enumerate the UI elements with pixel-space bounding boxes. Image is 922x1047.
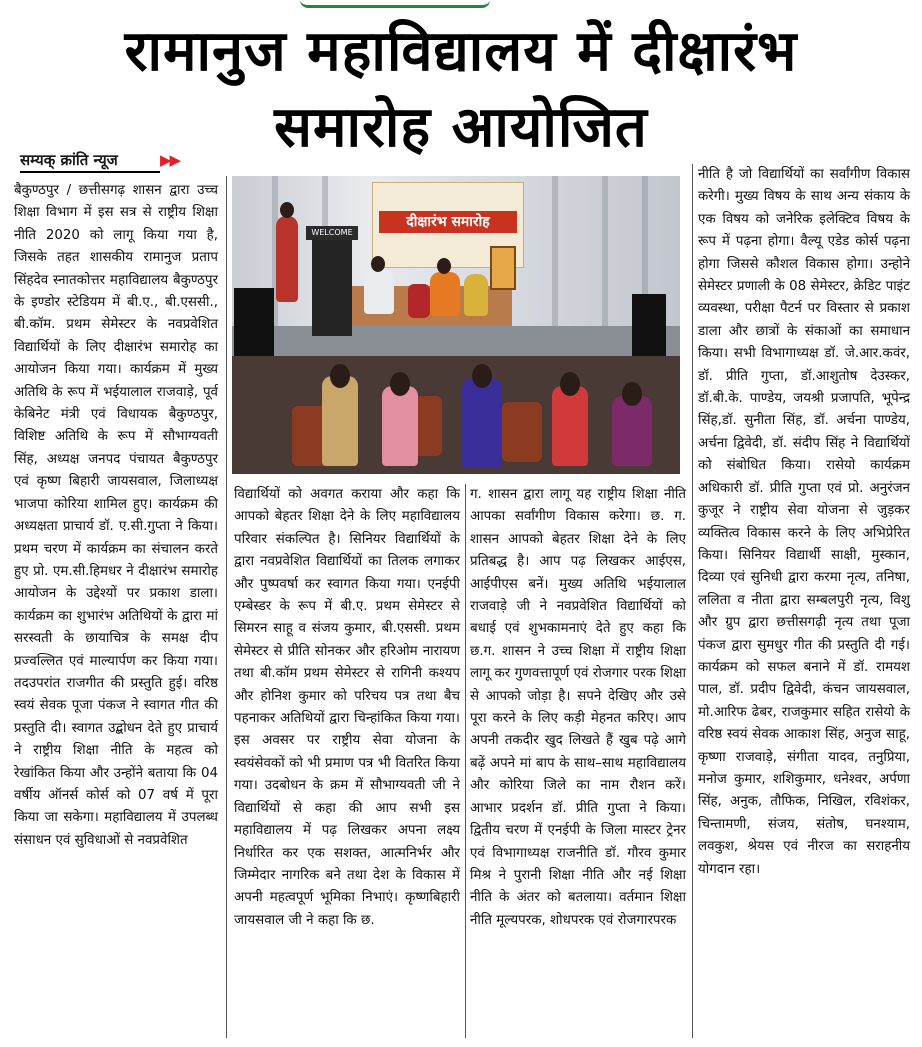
top-decoration [0,0,922,6]
column-divider [226,176,227,1038]
audience [232,356,680,474]
byline-arrows-icon: ▶▶ [160,151,180,169]
seated-guest-2 [430,272,460,316]
seated-guest-3 [464,274,488,316]
byline-underline [20,171,160,173]
headline-line-2: समारोह आयोजित [274,95,648,160]
article-column-3: ग. शासन द्वारा लागू यह राष्ट्रीय शिक्षा नीति आपका सर्वांगीण विकास करेगा। छ. ग. शासन आपको बेहतर शिक्षा देने के लिए प्रतिबद्ध है। आप पढ़ लिखकर आईएस, आईपीएस बनें। मुख्य अतिथि भईयालाल राजवाड़े जी ने नवप्रवेशित विद्यार्थियों को बधाई एवं शुभकामनाएं देते हुए कहा कि छ.ग. शासन ने उच्च शिक्षा में राष्ट्रीय शिक्षा लागू कर गुणवत्तापूर्ण एवं रोजगार परक शिक्षा से आपको जोड़ा है। सपने देखिए और उसे पूरा करने के लिए कड़ी मेहनत करिए। आप अपनी तकदीर खुद लिखते हैं खुब पढ़े आगे बढ़ें अपने मां बाप के साथ–साथ महाविद्यालय और कोरिया जिले का नाम रौशन करें। आभार प्रदर्शन डॉ. प्रीति गुप्ता ने किया। द्वितीय चरण में एनईपी के जिला मास्टर ट्रेनर एवं विभागाध्यक्ष राजनीति डॉ. गौरव कुमार मिश्र ने पुरानी शिक्षा नीति और नई शिक्षा नीति के अंतर को बतलाया। वर्तमान शिक्षा नीति मूल्यपरक, शोधपरक एवं रोजगारपरक [470,487,686,928]
podium-sign: WELCOME [306,226,358,240]
column-divider [692,164,693,1038]
article-column-1: बैकुण्ठपुर / छत्तीसगढ़ शासन द्वारा उच्च शिक्षा विभाग में इस सत्र से राष्ट्रीय शिक्षा नीति 2020 को लागू किया गया है, जिसके तहत शासकीय रामानुज प्रताप सिंहदेव स्नातकोत्तर महाविद्यालय बैकुण्ठपुर के इण्डोर स्टेडियम में बी.ए., बी.एससी., बी.कॉम. प्रथम सेमेस्टर के नवप्रवेशित विद्यार्थियों के लिए दीक्षारंभ समारोह का आयोजन किया गया। कार्यक्रम में मुख्य अतिथि के रूप में भईयालाल राजवाड़े, पूर्व केबिनेट मंत्री एवं विधायक बैकुण्ठपुर, विशिष्ट अतिथि के रूप में सौभाग्यवती सिंह, अध्यक्ष जनपद पंचायत बैकुण्ठपुर एवं कृष्ण बिहारी जायसवाल, जिलाध्यक्ष भाजपा कोरिया शामिल हुए। कार्यक्रम की अध्यक्षता प्राचार्य डॉ. ए.सी.गुप्ता ने किया। प्रथम चरण में कार्यक्रम का संचालन करते हुए प्रो. एम.सी.हिमधर ने दीक्षारंभ समारोह आयोजन के उद्देश्यों पर प्रकाश डाला। कार्यक्रम का शुभारंभ अतिथियों के द्वारा मां सरस्वती के छायाचित्र के समक्ष दीप प्रज्वल्लित एवं माल्यार्पण कर किया गया। तदउपरांत राजगीत की प्रस्तुति हुई। वरिष्ठ स्वयं सेवक पूजा पंकज ने स्वागत गीत की प्रस्तुति दी। स्वागत उद्बोधन देते हुए प्राचार्य ने राष्ट्रीय शिक्षा नीति के महत्व को रेखांकित किया और उन्होंने बताया कि 04 वर्षीय ऑनर्स कोर्स को 07 वर्ष में पूरा किया जा सकेगा। महाविद्यालय में उपलब्ध संसाधन एवं सुविधाओं से नवप्रवेशित [14,183,218,848]
event-photo [232,176,680,474]
seated-guest [364,270,394,314]
stage-banner-text: दीक्षारंभ समारोह [379,211,517,233]
podium [312,226,352,336]
column-divider [465,484,466,1038]
standing-person [276,216,298,302]
byline [20,150,160,173]
article-column-2: विद्यार्थियों को अवगत कराया और कहा कि आपको बेहतर शिक्षा देने के लिए महाविद्यालय परिवार संकल्पित है। सिनियर विद्यार्थियों के द्वारा नवप्रवेशित विद्यार्थियों का तिलक लगाकर और पुष्पवर्षा कर स्वागत किया गया। एनईपी एम्बेस्डर के रूप में बी.ए. प्रथम सेमेस्टर से सिमरन साहू व संजय कुमार, बी.एससी. प्रथम सेमेस्टर से प्रीति सोनकर और हरिओम नारायण तथा बी.कॉम प्रथम सेमेस्टर से रागिनी कश्यप और होनिश कुमार को परिचय पत्र तथा बैच पहनाकर अतिथियों द्वारा चिन्हांकित किया गया। इस अवसर पर राष्ट्रीय सेवा योजना के स्वयंसेवकों को भी प्रमाण पत्र भी वितरित किया गया। उदबोधन के क्रम में सौभाग्यवती जी ने विद्यार्थियों से कहा की आप सभी इस महाविद्यालय में पढ़ लिखकर अपना लक्ष्य निर्धारित कर एक सशक्त, आत्मनिर्भर और जिम्मेदार नागरिक बने तथा देश के विकास में अपनी महत्वपूर्ण भूमिका निभाएं। कृष्णबिहारी जायसवाल जी ने कहा कि छ. [234,487,460,928]
headline-line-1: रामानुज महाविद्यालय में दीक्षारंभ [124,19,798,84]
top-green-tab [300,0,490,8]
saraswati-portrait [490,246,516,290]
byline-text: सम्यक् क्रांति न्यूज [20,151,118,169]
article-column-4: नीति है जो विद्यार्थियों का सर्वांगीण विकास करेगी। मुख्य विषय के साथ अन्य संकाय के एक विषय को जनेरिक इलेक्टिव विषय के रूप में पढ़ना होगा। वैल्यू एडेड कोर्स पढ़ना होगा जिससे कौशल विकास होगा। उन्होने सेमेस्टर प्रणाली के 08 सेमेस्टर, क्रेडिट पाइंट व्यवस्था, परीक्षा पैटर्न पर विस्तार से प्रकाश डाला और छात्रों के संकाओं का समाधान किया। सभी विभागाध्यक्ष डॉ. जे.आर.कवंर, डॉ. प्रीति गुप्ता, डॉ.आशुतोष देउस्कर, डॉ.बी.के. पाण्डेय, जयश्री प्रजापति, भूपेन्द्र सिंह,डॉ. सुनीता सिंह, डॉ. अर्चना पाण्डेय, अर्चना द्विवेदी, डॉ. संदीप सिंह ने विद्यार्थियों को संबोधित किया। रासेयो कार्यक्रम अधिकारी डॉ. प्रीति गुप्ता एवं प्रो. अनुरंजन कुजूर ने राष्ट्रीय सेवा योजना से जुड़कर व्यक्तित्व विकास करने के लिए अभिप्रेरित किया। सिनियर विद्यार्थी साक्षी, मुस्कान, दिव्या एवं सुनिधी द्वारा करमा नृत्य, तनिषा, ललिता व नीता द्वारा सम्बलपुरी नृत्य, विशु और ग्रुप द्वारा छत्तीसगढ़ी नृत्य तथा पूजा पंकज द्वारा सुमधुर गीत की प्रस्तुति दी गई। कार्यक्रम को सफल बनाने में डॉ. रामयश पाल, डॉ. प्रदीप द्विवेदी, कंचन जायसवाल, मो.आरिफ ढेबर, राजकुमार सहित रासेयो के वरिष्ठ स्वयं सेवक आकाश सिंह, अनुज साहू, कृष्णा राजवाड़े, संगीता यादव, तनुप्रिया, मनोज कुमार, शशिकुमार, धनेश्वर, अर्पणा सिंह, अनुक, तौफिक, निखिल, रविशंकर, चिन्तामणी, संजय, संतोष, घनश्याम, लवकुश, श्रेयस एवं नीरज का सराहनीय योगदान रहा। [698,167,910,877]
